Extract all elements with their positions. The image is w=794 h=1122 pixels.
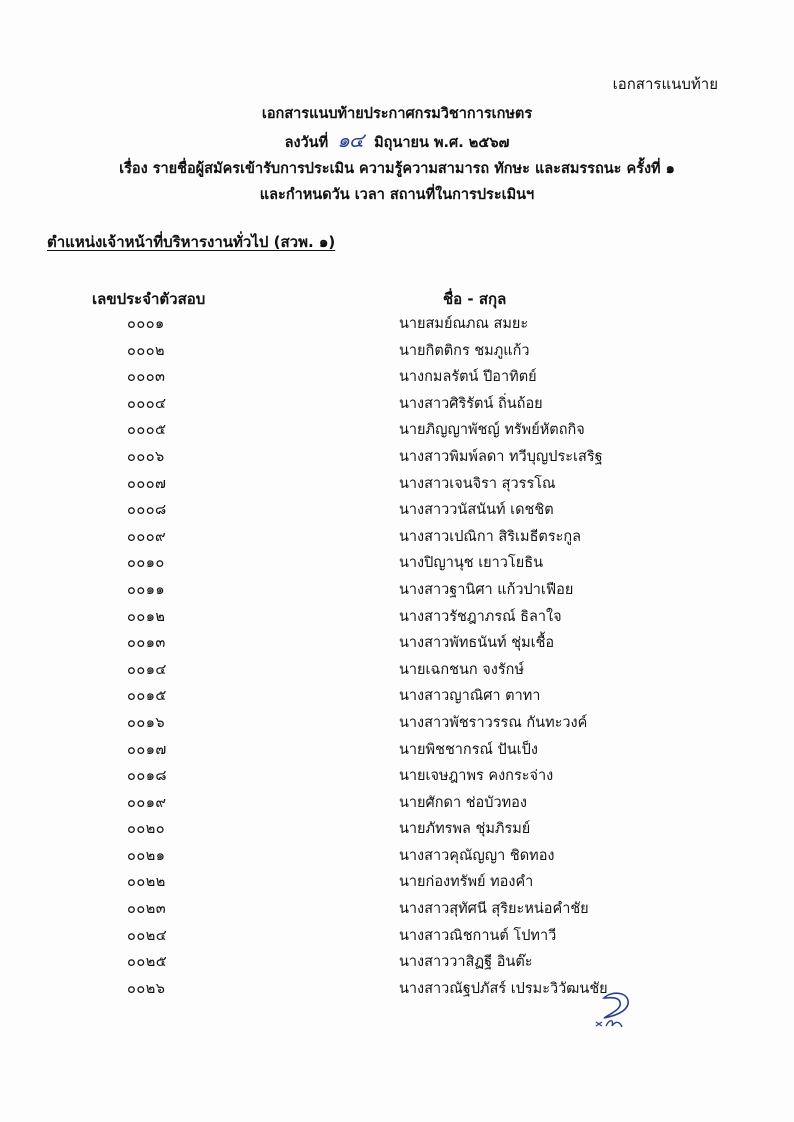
candidate-exam-id: ๐๐๒๑ xyxy=(127,847,166,864)
candidate-exam-id: ๐๐๐๙ xyxy=(127,528,167,545)
candidate-name: นายสมย์ณภณ สมยะ xyxy=(399,316,529,332)
candidate-exam-id: ๐๐๑๐ xyxy=(127,555,165,572)
candidate-name: นางสาววาสิฏฐี อินต๊ะ xyxy=(399,954,533,971)
candidate-name: นายภัทรพล ชุ่มภิรมย์ xyxy=(399,821,531,838)
candidate-exam-id: ๐๐๑๖ xyxy=(127,714,166,731)
candidate-exam-id: ๐๐๐๕ xyxy=(127,422,167,439)
candidate-row xyxy=(0,629,794,656)
candidate-exam-id: ๐๐๒๓ xyxy=(127,901,167,918)
candidate-name: นางสาวพิมพ์ลดา ทวีบุญประเสริฐ xyxy=(399,448,603,465)
candidate-name: นายพิชชากรณ์ ปันเป็ง xyxy=(399,741,538,758)
candidate-exam-id: ๐๐๐๗ xyxy=(127,475,167,492)
candidate-row xyxy=(0,948,794,975)
candidate-row xyxy=(0,310,794,337)
candidate-name: นางสาวคุณัญญา ชิดทอง xyxy=(399,847,555,864)
candidate-name: นางสาวพัชราวรรณ กันทะวงค์ xyxy=(399,714,588,731)
candidate-row xyxy=(0,549,794,576)
position-section-title: ตำแหน่งเจ้าหน้าที่บริหารงานทั่วไป (สวพ. ๑) xyxy=(47,233,336,251)
candidate-exam-id: ๐๐๒๖ xyxy=(127,980,166,997)
handwritten-date-day: ๑๔ xyxy=(337,128,364,152)
candidate-name: นางสาวฐานิศา แก้วปาเฟือย xyxy=(399,581,574,598)
candidate-exam-id: ๐๐๐๓ xyxy=(127,369,166,386)
signature-mark xyxy=(590,990,640,1030)
candidate-row xyxy=(0,470,794,497)
candidate-exam-id: ๐๐๑๙ xyxy=(127,794,167,811)
candidate-name: นางสาวณิชกานต์ โปทาวี xyxy=(399,927,557,944)
attachment-label: เอกสารแนบท้าย xyxy=(612,75,718,93)
candidate-name: นางสาวสุทัศนี สุริยะหน่อคำชัย xyxy=(399,901,589,918)
candidate-name: นางสาวศิริรัตน์ ถิ่นถ้อย xyxy=(399,395,543,412)
candidate-row xyxy=(0,868,794,895)
date-month-year: มิถุนายน พ.ศ. ๒๕๖๗ xyxy=(374,135,510,151)
candidate-name: นายศักดา ช่อบัวทอง xyxy=(399,794,527,811)
candidate-row xyxy=(0,682,794,709)
candidate-row xyxy=(0,443,794,470)
candidate-name: นางสาวเจนจิรา สุวรรโณ xyxy=(399,475,556,492)
candidate-exam-id: ๐๐๑๒ xyxy=(127,608,166,625)
header-line-announcement: เอกสารแนบท้ายประกาศกรมวิชาการเกษตร xyxy=(261,106,533,122)
candidate-exam-id: ๐๐๒๕ xyxy=(127,954,168,971)
candidate-name: นางสาวณัฐปภัสร์ เปรมะวิวัฒนชัย xyxy=(399,980,608,997)
column-header-exam-id: เลขประจำตัวสอบ xyxy=(92,290,206,308)
candidate-row xyxy=(0,842,794,869)
candidate-name: นางสาวพัทธนันท์ ชุ่มเชื้อ xyxy=(399,635,555,652)
candidate-exam-id: ๐๐๒๔ xyxy=(127,927,168,944)
candidate-row xyxy=(0,895,794,922)
candidate-list xyxy=(0,310,794,1001)
candidate-row xyxy=(0,975,794,1002)
candidate-exam-id: ๐๐๑๔ xyxy=(127,661,167,678)
candidate-name: นายกิตติกร ชมภูแก้ว xyxy=(399,342,530,359)
candidate-row xyxy=(0,922,794,949)
column-header-full-name: ชื่อ - สกุล xyxy=(443,290,507,308)
document-header xyxy=(0,101,794,208)
candidate-row xyxy=(0,523,794,550)
candidate-row xyxy=(0,390,794,417)
candidate-exam-id: ๐๐๑๕ xyxy=(127,688,167,705)
candidate-exam-id: ๐๐๑๓ xyxy=(127,635,166,652)
date-prefix: ลงวันที่ xyxy=(284,135,329,151)
candidate-row xyxy=(0,709,794,736)
candidate-name: นางสาวรัชฎาภรณ์ ธิลาใจ xyxy=(399,608,562,625)
candidate-exam-id: ๐๐๐๑ xyxy=(127,316,165,332)
header-line-schedule: และกำหนดวัน เวลา สถานที่ในการประเมินฯ xyxy=(259,187,535,203)
candidate-exam-id: ๐๐๐๒ xyxy=(127,342,166,359)
candidate-row xyxy=(0,815,794,842)
candidate-exam-id: ๐๐๐๔ xyxy=(127,395,167,412)
candidate-name: นางกมลรัตน์ ปีอาทิตย์ xyxy=(399,369,537,386)
candidate-name: นายภิญญาพัชญ์ ทรัพย์หัตถกิจ xyxy=(399,422,585,439)
candidate-name: นางสาวญาณิศา ตาทา xyxy=(399,688,541,705)
candidate-name: นางปิญานุช เยาวโยธิน xyxy=(399,555,543,572)
candidate-name: นายเจษฎาพร คงกระจ่าง xyxy=(399,768,554,785)
candidate-exam-id: ๐๐๑๘ xyxy=(127,768,168,785)
candidate-name: นายก่องทรัพย์ ทองคำ xyxy=(399,874,534,891)
candidate-row xyxy=(0,762,794,789)
candidate-row xyxy=(0,337,794,364)
candidate-row xyxy=(0,416,794,443)
candidate-row xyxy=(0,656,794,683)
candidate-row xyxy=(0,496,794,523)
candidate-exam-id: ๐๐๑๑ xyxy=(127,581,166,598)
candidate-row xyxy=(0,576,794,603)
candidate-exam-id: ๐๐๑๗ xyxy=(127,741,167,758)
candidate-exam-id: ๐๐๐๘ xyxy=(127,502,167,519)
candidate-row xyxy=(0,789,794,816)
header-line-subject: เรื่อง รายชื่อผู้สมัครเข้ารับการประเมิน ความรู้ความสามารถ ทักษะ และสมรรถนะ ครั้งที่ ๑ xyxy=(119,161,675,177)
header-line-date xyxy=(0,127,794,156)
candidate-name: นางสาววนัสนันท์ เดชชิต xyxy=(399,502,554,519)
candidate-name: นางสาวเปณิกา สิริเมธีตระกูล xyxy=(399,528,582,545)
candidate-row xyxy=(0,363,794,390)
candidate-row xyxy=(0,603,794,630)
candidate-exam-id: ๐๐๒๐ xyxy=(127,821,166,838)
candidate-exam-id: ๐๐๒๒ xyxy=(127,874,166,891)
candidate-row xyxy=(0,736,794,763)
candidate-name: นายเฉกชนก จงรักษ์ xyxy=(399,661,525,678)
candidate-exam-id: ๐๐๐๖ xyxy=(127,448,165,465)
